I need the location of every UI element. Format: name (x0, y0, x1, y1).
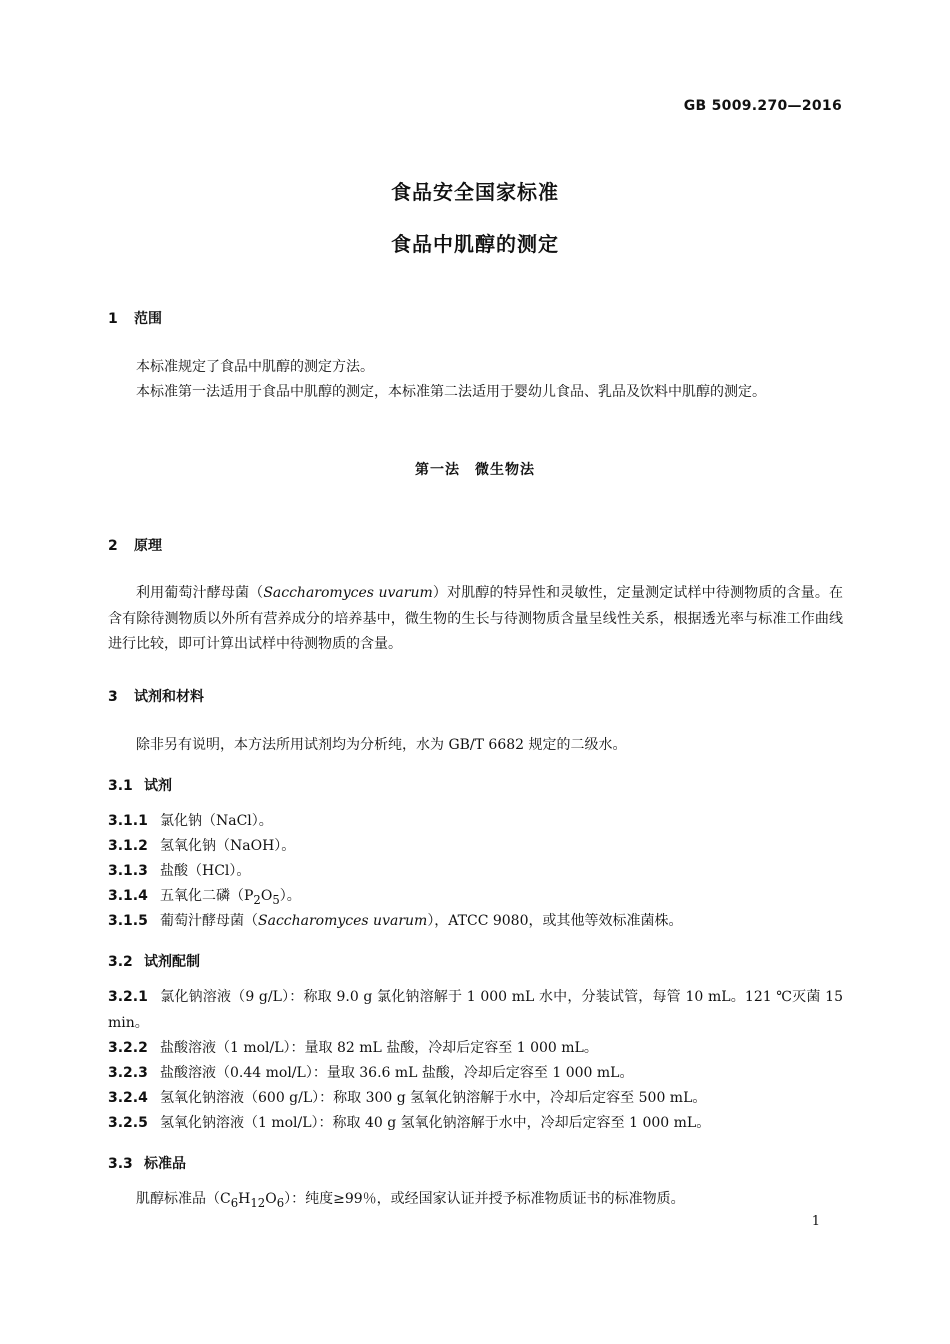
item-number: 3.2.1 (108, 989, 148, 1005)
item-number: 3.2.5 (108, 1115, 148, 1131)
subsection-number: 3.2 (108, 954, 133, 970)
item-text: ）。 (279, 888, 301, 904)
subsection-title: 标准品 (144, 1156, 186, 1172)
subsection-title: 试剂配制 (144, 954, 200, 970)
scope-paragraph-2: 本标准第一法适用于食品中肌醇的测定，本标准第二法适用于婴幼儿食品、乳品及饮料中肌醇的测定。 (136, 384, 766, 400)
item-text: H (238, 1191, 251, 1207)
document-subtitle: 食品中肌醇的测定 (391, 232, 559, 256)
subsection-number: 3.3 (108, 1156, 133, 1172)
subsection-title: 试剂 (144, 778, 172, 794)
species-name: Saccharomyces uvarum (258, 913, 428, 929)
document-title: 食品安全国家标准 (391, 180, 559, 204)
item-text: ），ATCC 9080，或其他等效标准菌株。 (427, 913, 683, 929)
principle-paragraph (108, 581, 843, 658)
item-text: 盐酸（HCl）。 (160, 863, 251, 879)
item-number: 3.1.4 (108, 888, 148, 904)
item-text: 盐酸溶液（0.44 mol/L）：量取 36.6 mL 盐酸，冷却后定容至 1 000 mL。 (160, 1065, 634, 1081)
subsection-3-1-heading (108, 775, 172, 795)
item-number: 3.1.3 (108, 863, 148, 879)
section-2-heading (108, 535, 162, 555)
item-number: 3.1.5 (108, 913, 148, 929)
item-text: 氯化钠（NaCl）。 (160, 813, 273, 829)
prep-item-3-2-5 (108, 1111, 843, 1137)
item-number: 3.1.1 (108, 813, 148, 829)
item-text: 盐酸溶液（1 mol/L）：量取 82 mL 盐酸，冷却后定容至 1 000 mL。 (160, 1040, 598, 1056)
prep-item-3-2-4 (108, 1086, 843, 1112)
section-3-heading (108, 686, 204, 706)
section-number: 3 (108, 689, 118, 705)
reagent-item-3-1-3 (108, 859, 843, 885)
section-number: 1 (108, 311, 118, 327)
item-text: O (260, 888, 273, 904)
subscript: 6 (276, 1195, 285, 1210)
item-number: 3.2.2 (108, 1040, 148, 1056)
subscript: 6 (230, 1195, 239, 1210)
item-text: O (265, 1191, 277, 1207)
species-name: Saccharomyces uvarum (263, 585, 433, 601)
principle-text-rest: ）对肌醇的特异性和灵敏性，定量测定试样中待测物质的含量。在含有除待测物质以外所有营养成分的培养基中，微生物的生长与待测物质含量呈线性关系，根据透光率与标准工作曲线进行比较，即可计算出试样中待测物质的含量。 (108, 585, 843, 652)
item-text: 五氧化二磷（P (160, 888, 254, 904)
prep-item-3-2-3 (108, 1061, 843, 1087)
item-text: 氢氧化钠溶液（1 mol/L）：称取 40 g 氢氧化钠溶解于水中，冷却后定容至 1 000 mL。 (160, 1115, 711, 1131)
method-1-title: 第一法 微生物法 (415, 462, 535, 478)
item-number: 3.2.3 (108, 1065, 148, 1081)
section-number: 2 (108, 538, 118, 554)
subsection-number: 3.1 (108, 778, 133, 794)
item-number: 3.1.2 (108, 838, 148, 854)
prep-item-3-2-1 (108, 985, 843, 1036)
section-1-heading (108, 308, 162, 328)
reagent-item-3-1-1 (108, 809, 843, 835)
item-text: 氯化钠溶液（9 g/L）：称取 9.0 g 氯化钠溶解于 1 000 mL 水中，分装试管，每管 10 mL。121 ℃灭菌 15 min。 (108, 989, 843, 1031)
item-text: 葡萄汁酵母菌（ (160, 913, 258, 929)
prep-item-3-2-2 (108, 1036, 843, 1062)
reagent-item-3-1-5 (108, 909, 843, 935)
page-number: 1 (811, 1214, 820, 1229)
item-number: 3.2.4 (108, 1090, 148, 1106)
standard-number: GB 5009.270—2016 (683, 98, 842, 114)
section-title: 范围 (134, 311, 162, 327)
subscript: 2 (253, 892, 261, 907)
reagent-item-3-1-2 (108, 834, 843, 860)
subsection-3-2-heading (108, 951, 200, 971)
section-title: 试剂和材料 (134, 689, 204, 705)
item-text: ）：纯度≥99％，或经国家认证并授予标准物质证书的标准物质。 (284, 1191, 685, 1207)
reagents-intro: 除非另有说明，本方法所用试剂均为分析纯，水为 GB/T 6682 规定的二级水。 (136, 737, 627, 753)
principle-text-start: 利用葡萄汁酵母菌（ (136, 585, 264, 601)
subscript: 5 (272, 892, 280, 907)
item-text: 氢氧化钠溶液（600 g/L）：称取 300 g 氢氧化钠溶解于水中，冷却后定容至 500 mL。 (160, 1090, 707, 1106)
subscript: 12 (250, 1195, 266, 1210)
section-title: 原理 (134, 538, 162, 554)
subsection-3-3-heading (108, 1153, 186, 1173)
item-text: 氢氧化钠（NaOH）。 (160, 838, 296, 854)
scope-paragraph-1: 本标准规定了食品中肌醇的测定方法。 (136, 359, 374, 375)
standard-material-paragraph (108, 1187, 843, 1216)
item-text: 肌醇标准品（C (136, 1191, 231, 1207)
